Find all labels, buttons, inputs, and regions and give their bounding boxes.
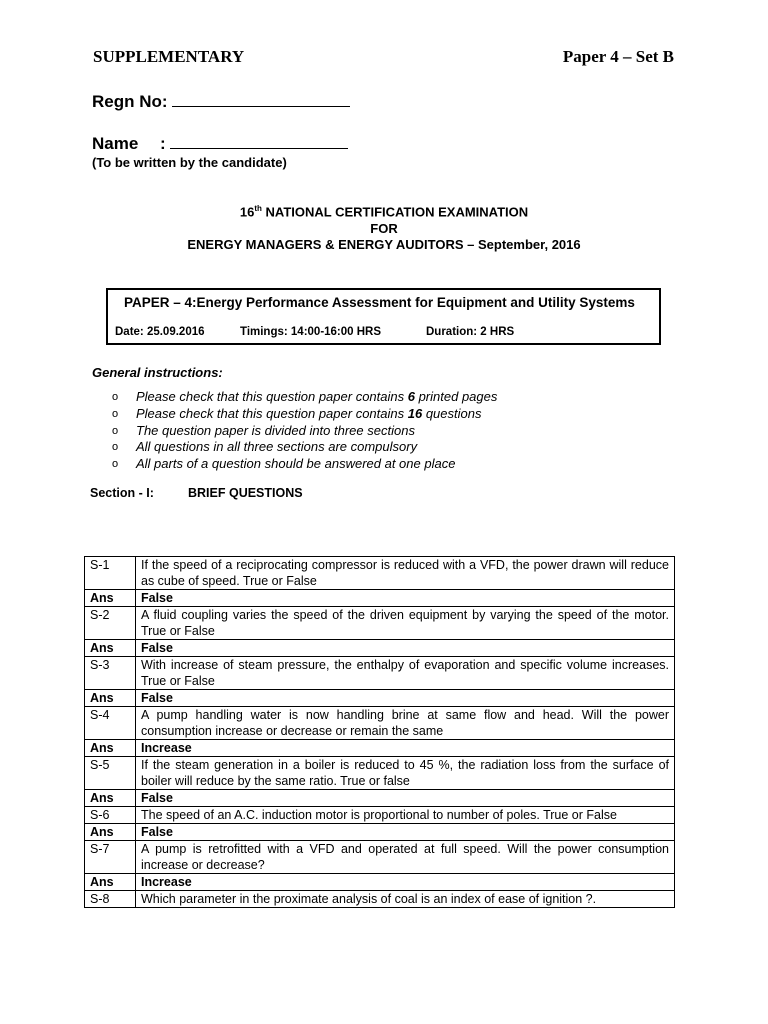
instruction-text: The question paper is divided into three sections xyxy=(136,422,415,438)
instruction-text: Please check that this question paper contains xyxy=(136,389,408,404)
paper-info-box xyxy=(106,288,661,345)
paper-duration: Duration: 2 HRS xyxy=(426,326,515,338)
question-row xyxy=(85,891,675,908)
paper-date: Date: 25.09.2016 xyxy=(115,326,205,338)
regn-no-label: Regn No: xyxy=(92,92,168,111)
instruction-text-suffix: printed pages xyxy=(414,389,498,404)
question-id: S-6 xyxy=(85,807,136,824)
paper-set-label: Paper 4 – Set B xyxy=(562,47,674,66)
question-text: A pump handling water is now handling brine at same flow and head. Will the power consumption increase or decrease or remain the same xyxy=(136,707,675,740)
instruction-item xyxy=(112,456,497,473)
instruction-text: All questions in all three sections are compulsory xyxy=(136,439,418,455)
paper-timings: Timings: 14:00-16:00 HRS xyxy=(240,326,382,338)
question-text: A pump is retrofitted with a VFD and operated at full speed. Will the power consumption increase or decrease? xyxy=(136,841,675,874)
question-id: S-3 xyxy=(85,657,136,690)
instruction-count: 16 xyxy=(407,405,423,421)
section-name: BRIEF QUESTIONS xyxy=(188,486,303,500)
question-id: S-7 xyxy=(85,841,136,874)
answer-row xyxy=(85,740,675,757)
exam-title-rest: NATIONAL CERTIFICATION EXAMINATION xyxy=(261,204,529,220)
answer-row xyxy=(85,690,675,707)
name-blank xyxy=(170,134,348,149)
answer-label: Ans xyxy=(85,874,136,891)
answer-label: Ans xyxy=(85,690,136,707)
question-text: If the steam generation in a boiler is reduced to 45 %, the radiation loss from the surface of boiler will reduce by the same ratio. True or false xyxy=(136,757,675,790)
name-label: Name xyxy=(92,134,139,153)
answer-value: Increase xyxy=(136,740,675,757)
exam-title-line-2: FOR xyxy=(370,221,398,236)
section-heading xyxy=(90,486,303,500)
instruction-item xyxy=(112,439,497,456)
question-row xyxy=(85,757,675,790)
instruction-item xyxy=(112,389,497,406)
answer-row xyxy=(85,590,675,607)
answer-row xyxy=(85,640,675,657)
section-label: Section - I: xyxy=(90,486,154,500)
question-id: S-1 xyxy=(85,557,136,590)
question-text: The speed of an A.C. induction motor is proportional to number of poles. True or False xyxy=(136,807,675,824)
question-id: S-8 xyxy=(85,891,136,908)
answer-value: Increase xyxy=(136,874,675,891)
regn-no-field xyxy=(92,92,350,112)
exam-title-line-3 xyxy=(0,237,768,252)
question-id: S-4 xyxy=(85,707,136,740)
bullet-icon: o xyxy=(112,458,119,471)
answer-label: Ans xyxy=(85,590,136,607)
instruction-count: 6 xyxy=(407,389,415,404)
candidate-note: (To be written by the candidate) xyxy=(92,155,287,170)
answer-value: False xyxy=(136,590,675,607)
name-colon: : xyxy=(160,134,166,153)
general-instructions-heading: General instructions: xyxy=(92,365,223,380)
exam-ordinal: th xyxy=(254,204,262,213)
instruction-text: All parts of a question should be answered at one place xyxy=(136,456,456,472)
answer-value: False xyxy=(136,824,675,841)
exam-title-line-1 xyxy=(0,204,768,219)
answer-label: Ans xyxy=(85,740,136,757)
question-id: S-5 xyxy=(85,757,136,790)
exam-audience: ENERGY MANAGERS & ENERGY AUDITORS xyxy=(187,237,464,252)
exam-session: – September, 2016 xyxy=(463,237,581,252)
bullet-icon: o xyxy=(112,391,119,403)
answer-value: False xyxy=(136,690,675,707)
question-text: With increase of steam pressure, the enthalpy of evaporation and specific volume increases. True or False xyxy=(136,657,675,690)
question-text: Which parameter in the proximate analysis of coal is an index of ease of ignition ?. xyxy=(136,891,675,908)
answer-value: False xyxy=(136,790,675,807)
question-row xyxy=(85,707,675,740)
answer-row xyxy=(85,824,675,841)
question-row xyxy=(85,607,675,640)
supplementary-label: SUPPLEMENTARY xyxy=(93,47,245,66)
question-id: S-2 xyxy=(85,607,136,640)
question-row xyxy=(85,657,675,690)
instruction-text: Please check that this question paper contains xyxy=(136,405,408,421)
question-row xyxy=(85,841,675,874)
answer-label: Ans xyxy=(85,824,136,841)
instruction-text-suffix: questions xyxy=(422,405,482,421)
paper-title: PAPER – 4:Energy Performance Assessment for Equipment and Utility Systems xyxy=(124,295,635,310)
answer-label: Ans xyxy=(85,790,136,807)
instruction-item xyxy=(112,406,497,423)
question-row xyxy=(85,557,675,590)
question-row xyxy=(85,807,675,824)
bullet-icon: o xyxy=(112,424,119,437)
exam-number: 16 xyxy=(239,204,255,220)
answer-value: False xyxy=(136,640,675,657)
regn-no-blank xyxy=(172,92,350,107)
instruction-item xyxy=(112,423,497,440)
bullet-icon: o xyxy=(112,441,119,454)
name-field xyxy=(92,134,348,154)
answer-row xyxy=(85,790,675,807)
questions-table xyxy=(84,556,675,908)
question-text: If the speed of a reciprocating compressor is reduced with a VFD, the power drawn will reduce as cube of speed. True or False xyxy=(136,557,675,590)
question-text: A fluid coupling varies the speed of the driven equipment by varying the speed of the motor. True or False xyxy=(136,607,675,640)
answer-row xyxy=(85,874,675,891)
instructions-list xyxy=(112,389,497,473)
bullet-icon: o xyxy=(112,407,119,420)
answer-label: Ans xyxy=(85,640,136,657)
